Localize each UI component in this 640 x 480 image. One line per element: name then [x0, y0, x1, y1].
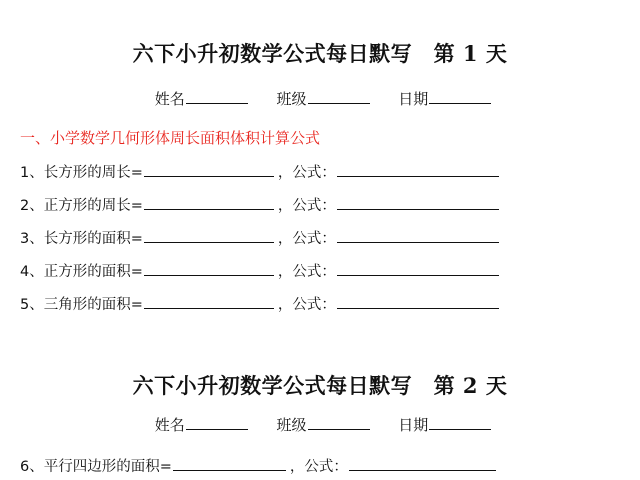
formula-label: ，公式： — [289, 459, 348, 475]
day1-info-row — [0, 88, 640, 109]
class-field — [276, 414, 369, 435]
formula-row — [20, 227, 499, 248]
formula-label: ，公式： — [277, 165, 336, 181]
class-blank[interactable] — [308, 89, 370, 104]
formula-blank[interactable] — [337, 195, 499, 210]
formula-row — [20, 161, 499, 182]
answer-blank[interactable] — [144, 228, 274, 243]
class-field — [276, 88, 369, 109]
day1-title: 六下小升初数学公式每日默写 第 1 天 — [132, 41, 508, 66]
formula-row — [20, 260, 499, 281]
class-label: 班级 — [276, 90, 307, 108]
answer-blank[interactable] — [144, 294, 274, 309]
answer-blank[interactable] — [144, 261, 274, 276]
date-field — [398, 414, 491, 435]
name-field — [155, 88, 248, 109]
name-blank[interactable] — [186, 415, 248, 430]
answer-blank[interactable] — [144, 162, 274, 177]
item-text: 长方形的面积= — [43, 231, 143, 247]
day2-info-row — [0, 414, 640, 435]
formula-blank[interactable] — [337, 294, 499, 309]
item-text: 正方形的周长= — [43, 198, 143, 214]
formula-blank[interactable] — [337, 162, 499, 177]
date-label: 日期 — [398, 416, 429, 434]
item-number: 2、 — [20, 198, 44, 214]
name-label: 姓名 — [154, 90, 185, 108]
item-number: 4、 — [20, 264, 44, 280]
formula-row — [20, 455, 496, 476]
class-label: 班级 — [276, 416, 307, 434]
formula-label: ，公式： — [277, 198, 336, 214]
item-text: 三角形的面积= — [43, 297, 143, 313]
date-field — [398, 88, 491, 109]
formula-label: ，公式： — [277, 297, 336, 313]
name-field — [155, 414, 248, 435]
item-text: 长方形的周长= — [43, 165, 143, 181]
day2-title: 六下小升初数学公式每日默写 第 2 天 — [132, 373, 508, 398]
formula-row — [20, 194, 499, 215]
formula-blank[interactable] — [337, 261, 499, 276]
item-text: 正方形的面积= — [43, 264, 143, 280]
formula-label: ，公式： — [277, 264, 336, 280]
name-label: 姓名 — [154, 416, 185, 434]
answer-blank[interactable] — [173, 456, 286, 471]
formula-blank[interactable] — [349, 456, 496, 471]
item-number: 3、 — [20, 231, 44, 247]
item-number: 5、 — [20, 297, 44, 313]
date-blank[interactable] — [429, 415, 491, 430]
item-text: 平行四边形的面积= — [43, 459, 172, 475]
section-heading: 一、小学数学几何形体周长面积体积计算公式 — [20, 129, 321, 147]
class-blank[interactable] — [308, 415, 370, 430]
formula-row — [20, 293, 499, 314]
item-number: 6、 — [20, 459, 44, 475]
formula-blank[interactable] — [337, 228, 499, 243]
item-number: 1、 — [20, 165, 44, 181]
date-label: 日期 — [398, 90, 429, 108]
date-blank[interactable] — [429, 89, 491, 104]
answer-blank[interactable] — [144, 195, 274, 210]
formula-label: ，公式： — [277, 231, 336, 247]
name-blank[interactable] — [186, 89, 248, 104]
